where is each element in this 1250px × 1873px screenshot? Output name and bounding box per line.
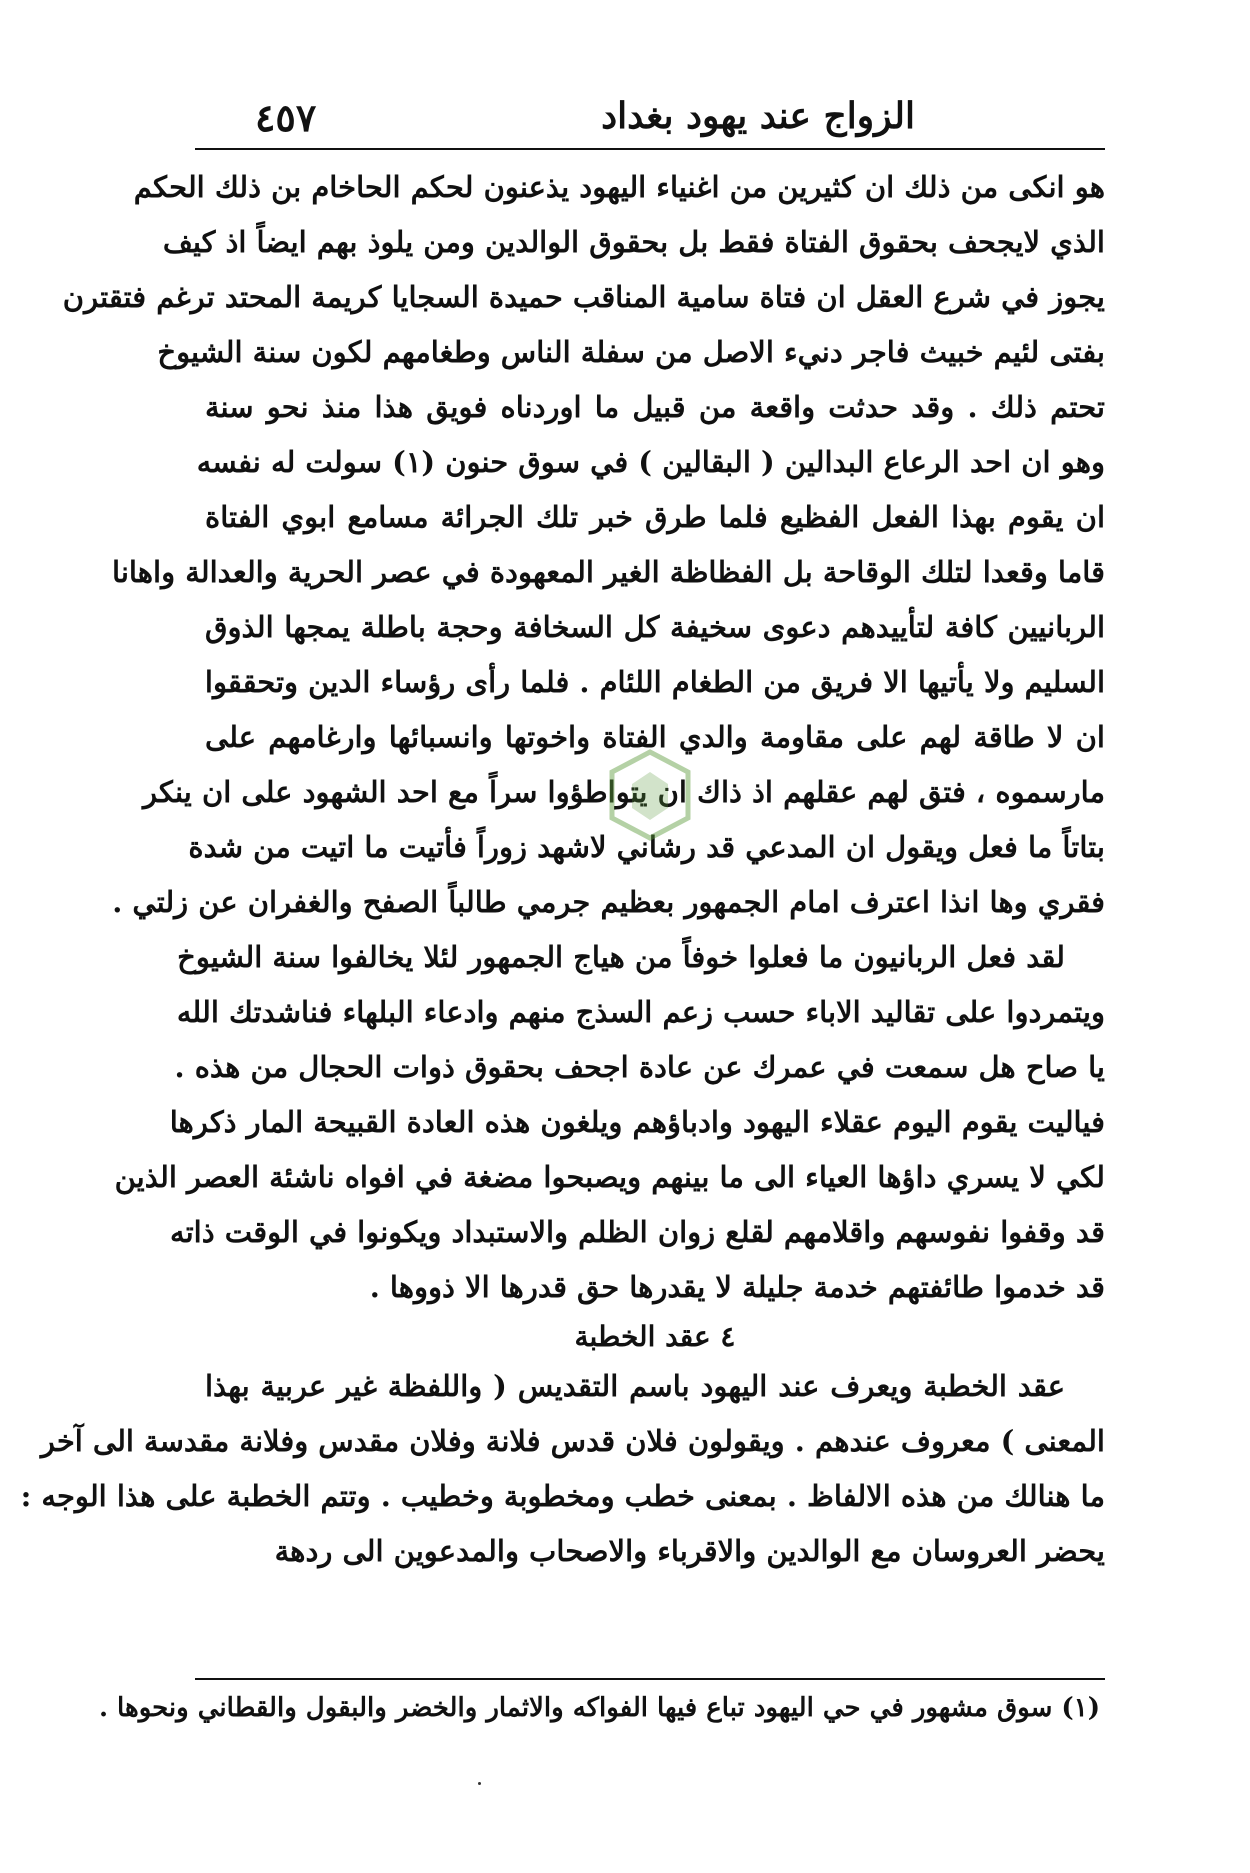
library-seal-icon — [610, 750, 690, 840]
scan-speck — [478, 1782, 481, 1785]
text-line: ان لا طاقة لهم على مقاومة والدي الفتاة واخوتها وانسبائها وارغامهم على — [205, 720, 1105, 754]
text-line: ان يقوم بهذا الفعل الفظيع فلما طرق خبر تلك الجرائة مسامع ابوي الفتاة — [205, 500, 1105, 534]
text-line: قد خدموا طائفتهم خدمة جليلة لا يقدرها حق قدرها الا ذووها . — [369, 1270, 1105, 1304]
text-line: المعنى ) معروف عندهم . ويقولون فلان قدس فلانة وفلان مقدس وفلانة مقدسة الى آخر — [40, 1424, 1105, 1458]
header-divider — [195, 148, 1105, 150]
text-line: السليم ولا يأتيها الا فريق من الطغام اللئام . فلما رأى رؤساء الدين وتحققوا — [204, 665, 1105, 699]
section-heading: ٤ عقد الخطبة — [574, 1320, 736, 1353]
text-line: قد وقفوا نفوسهم واقلامهم لقلع زوان الظلم والاستبداد ويكونوا في الوقت ذاته — [170, 1215, 1105, 1249]
text-line: بتاتاً ما فعل ويقول ان المدعي قد رشاني لاشهد زوراً فأتيت ما اتيت من شدة — [188, 830, 1105, 864]
text-line: يحضر العروسان مع الوالدين والاقرباء والاصحاب والمدعوين الى ردهة — [274, 1534, 1105, 1568]
text-line: الذي لايجحف بحقوق الفتاة فقط بل بحقوق الوالدين ومن يلوذ بهم ايضاً اذ كيف — [162, 225, 1105, 259]
text-line: تحتم ذلك . وقد حدثت واقعة من قبيل ما اوردناه فويق هذا منذ نحو سنة — [205, 390, 1105, 424]
text-line: الربانيين كافة لتأييدهم دعوى سخيفة كل السخافة وحجة باطلة يمجها الذوق — [205, 610, 1105, 644]
text-line: لكي لا يسري داؤها العياء الى ما بينهم ويصبحوا مضغة في افواه ناشئة العصر الذين — [114, 1160, 1105, 1194]
footnote-divider — [195, 1678, 1105, 1680]
text-line: بفتى لئيم خبيث فاجر دنيء الاصل من سفلة الناس وطغامهم لكون سنة الشيوخ — [157, 335, 1105, 369]
page-header — [195, 95, 1095, 145]
text-line: عقد الخطبة ويعرف عند اليهود باسم التقديس ( واللفظة غير عربية بهذا — [205, 1369, 1065, 1403]
footnote: (١) سوق مشهور في حي اليهود تباع فيها الفواكه والاثمار والخضر والبقول والقطاني ونحوها . — [98, 1693, 1100, 1723]
text-line: قاما وقعدا لتلك الوقاحة بل الفظاظة الغير المعهودة في عصر الحرية والعدالة واهانا — [112, 555, 1105, 589]
text-line: وهو ان احد الرعاع البدالين ( البقالين ) في سوق حنون (١) سولت له نفسه — [196, 445, 1105, 479]
running-title: الزواج عند يهود بغداد — [601, 95, 915, 137]
body-text — [20, 160, 1105, 1579]
text-line: مارسموه ، فتق لهم عقلهم اذ ذاك ان يتواطؤوا سراً مع احد الشهود على ان ينكر — [143, 775, 1105, 809]
text-line: ويتمردوا على تقاليد الاباء حسب زعم السذج منهم وادعاء البلهاء فناشدتك الله — [176, 995, 1105, 1029]
text-line: لقد فعل الربانيون ما فعلوا خوفاً من هياج الجمهور لئلا يخالفوا سنة الشيوخ — [177, 940, 1065, 974]
text-line: يجوز في شرع العقل ان فتاة سامية المناقب حميدة السجايا كريمة المحتد ترغم فتقترن — [62, 280, 1105, 314]
page-number: ٤٥٧ — [255, 95, 317, 140]
text-line: هو انكى من ذلك ان كثيرين من اغنياء اليهود يذعنون لحكم الحاخام بن ذلك الحكم — [133, 170, 1105, 204]
text-line: فقري وها انذا اعترف امام الجمهور بعظيم جرمي طالباً الصفح والغفران عن زلتي . — [112, 885, 1105, 919]
text-line: ما هنالك من هذه الالفاظ . بمعنى خطب ومخطوبة وخطيب . وتتم الخطبة على هذا الوجه : — [20, 1479, 1105, 1513]
text-line: فياليت يقوم اليوم عقلاء اليهود وادباؤهم ويلغون هذه العادة القبيحة المار ذكرها — [169, 1105, 1105, 1139]
text-line: يا صاح هل سمعت في عمرك عن عادة اجحف بحقوق ذوات الحجال من هذه . — [174, 1050, 1105, 1084]
